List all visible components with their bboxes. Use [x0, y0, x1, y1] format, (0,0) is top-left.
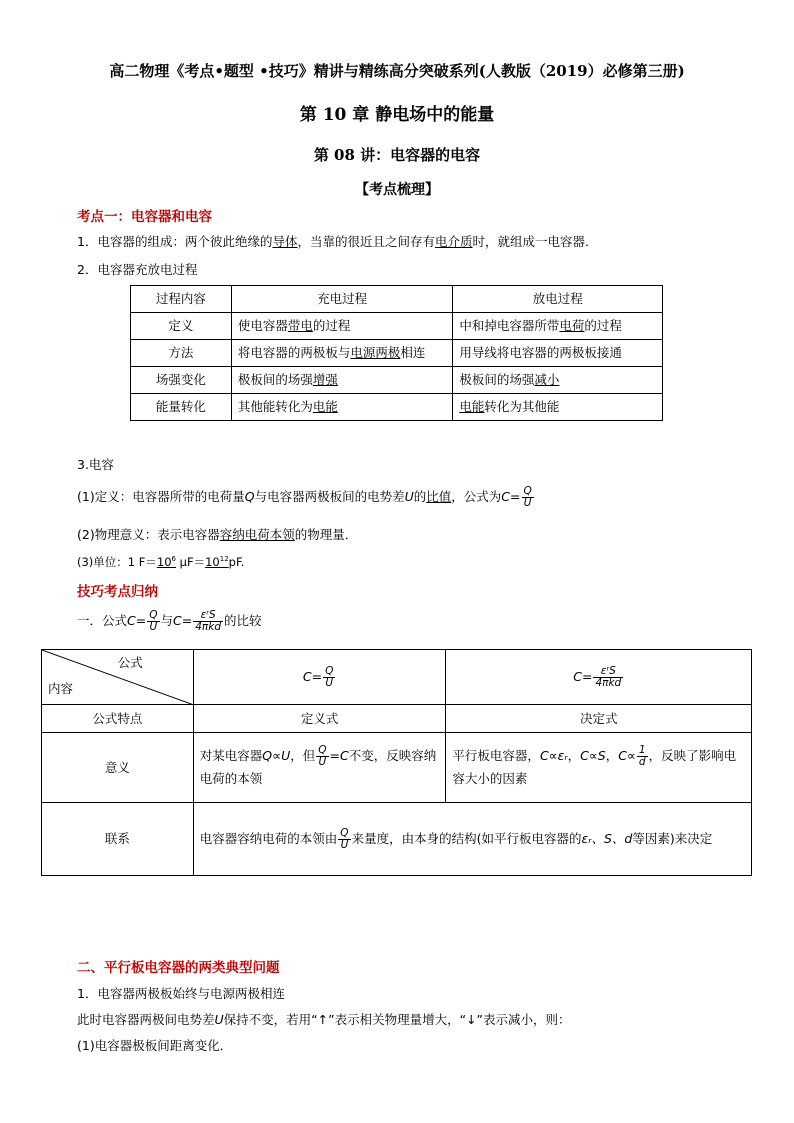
table1-header-0: 过程内容 [131, 286, 232, 313]
table2-row-label: 意义 [42, 733, 194, 803]
table2-cell: 决定式 [446, 705, 752, 733]
charge-discharge-table [130, 285, 663, 421]
capacitance-unit: (3)单位：1 $F=10^6$ $\mu F=10^{12}pF$. [77, 555, 245, 569]
table1-cell-charge: 其他能转化为电能 [231, 394, 453, 421]
table1-row-label: 场强变化 [131, 367, 232, 394]
table1-row-label: 方法 [131, 340, 232, 367]
table1-header-2: 放电过程 [453, 286, 663, 313]
lecture-title: 第 08 讲：电容器的电容 [313, 146, 481, 164]
q-over-u-fraction: $\frac{Q}{U}$ [340, 826, 349, 851]
table2-cell: 定义式 [193, 705, 446, 733]
kp2-paragraph-1: 1．电容器两极板始终与电源两极相连 [77, 986, 285, 1001]
corner-bottom-label: 内容 [48, 681, 74, 696]
table1-cell-discharge: 用导线将电容器的两极板接通 [453, 340, 663, 367]
kp2-paragraph-3: (1)电容器极板间距离变化． [77, 1038, 233, 1053]
corner-top-label: 公式 [117, 655, 143, 670]
table1-cell-charge: 使电容器带电的过程 [231, 313, 453, 340]
q-over-u-fraction: $\frac{Q}{U}$ [149, 609, 158, 633]
formula-determinant-cell: C= $\frac{\text{εʳS}}{\text{4πkd}}$ [446, 650, 752, 705]
formula-comparison-table [41, 649, 752, 876]
q-over-u-fraction: $\frac{Q}{U}$ [318, 744, 327, 768]
parallel-plate-fraction: $\frac{\text{εʳS}}{\text{4πkd}}$ [195, 609, 221, 633]
series-title: 高二物理《考点•题型 •技巧》精讲与精练高分突破系列(人教版（2019）必修第三册) [109, 62, 685, 80]
capacitance-definition: (1)定义：电容器所带的电荷量Q与电容器两极板间的电势差U的比值，公式为C= $\frac{Q}{U}$ [77, 485, 532, 509]
table1-cell-charge: 极板间的场强增强 [231, 367, 453, 394]
table2-cell-meaning-2: 平行板电容器，C∝εᵣ，C∝S，C∝ $\frac{1}{d}$ ，反映了影响电容大小的因素 [446, 733, 752, 803]
parallel-plate-fraction: $\frac{\text{εʳS}}{\text{4πkd}}$ [595, 664, 622, 689]
formula-definition-cell: C= $\frac{Q}{U}$ [193, 650, 446, 705]
kp2-title: 二、平行板电容器的两类典型问题 [77, 960, 280, 976]
table2-corner-cell [42, 650, 194, 705]
table1-cell-discharge: 中和掉电容器所带电荷的过程 [453, 313, 663, 340]
table1-cell-charge: 将电容器的两极板与电源两极相连 [231, 340, 453, 367]
kp1-paragraph-2: 2．电容器充放电过程 [77, 262, 198, 277]
table2-cell-relation: 电容器容纳电荷的本领由 $\frac{Q}{U}$ 来量度，由本身的结构(如平行板电容器的εᵣ、S、d等因素)来决定 [193, 803, 751, 876]
table1-row-label: 能量转化 [131, 394, 232, 421]
table1-cell-discharge: 极板间的场强减小 [453, 367, 663, 394]
table2-row-label: 联系 [42, 803, 194, 876]
kp2-paragraph-2: 此时电容器两极间电势差U保持不变，若用“↑”表示相关物理量增大，“↓”表示减小，则： [77, 1012, 571, 1027]
capacitance-title: 3.电容 [77, 457, 114, 472]
chapter-title: 第 10 章 静电场中的能量 [299, 105, 495, 125]
q-over-u-fraction: $\frac{Q}{U}$ [523, 485, 532, 509]
section-heading: 【考点梳理】 [355, 182, 439, 198]
kp1-paragraph-1: 1．电容器的组成：两个彼此绝缘的导体，当靠的很近且之间存有电介质时，就组成一电容器． [77, 234, 598, 249]
table1-cell-discharge: 电能转化为其他能 [453, 394, 663, 421]
q-over-u-fraction: $\frac{Q}{U}$ [325, 664, 334, 689]
kp1-title: 考点一：电容器和电容 [77, 209, 212, 225]
skills-title: 技巧考点归纳 [77, 584, 158, 600]
table1-row-label: 定义 [131, 313, 232, 340]
capacitance-meaning: (2)物理意义：表示电容器容纳电荷本领的物理量． [77, 527, 358, 542]
one-over-d-fraction: $\frac{1}{d}$ [638, 744, 646, 768]
table1-header-1: 充电过程 [231, 286, 453, 313]
formula-comparison-heading: 一．公式C= $\frac{Q}{U}$ 与C= $\frac{\text{εʳS}}{\text{4πkd}}$ 的比较 [77, 609, 262, 633]
table2-cell-meaning-1: 对某电容器Q∝U，但 $\frac{Q}{U}$ =C不变，反映容纳电荷的本领 [193, 733, 446, 803]
table2-row-label: 公式特点 [42, 705, 194, 733]
